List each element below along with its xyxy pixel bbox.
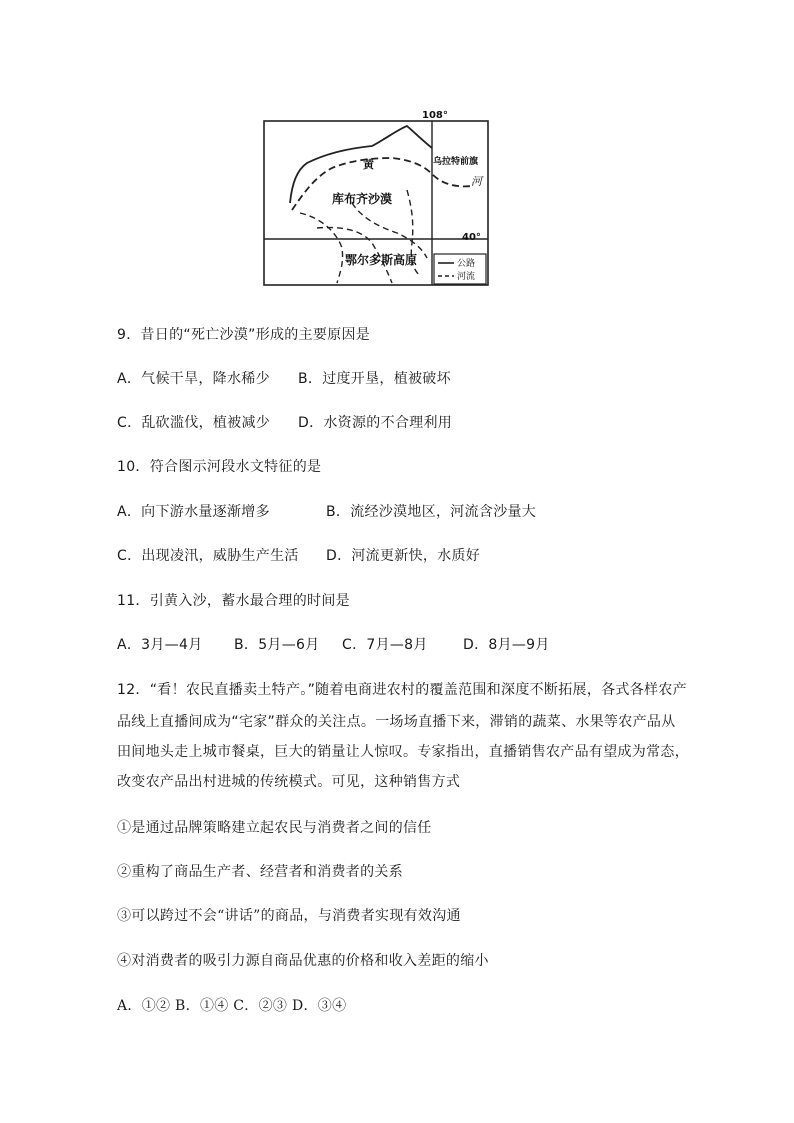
q12-statement-3: ③可以跨过不会“讲话”的商品，与消费者实现有效沟通	[117, 908, 461, 924]
q10-option-a[interactable]: A．向下游水量逐渐增多	[117, 504, 270, 520]
q9-option-a[interactable]: A．气候干旱，降水稀少	[117, 371, 270, 387]
q12-statement-4: ④对消费者的吸引力源自商品优惠的价格和收入差距的缩小	[117, 953, 489, 969]
tributary-line	[300, 213, 343, 283]
legend-river-label: 河流	[457, 272, 476, 282]
q9-option-d[interactable]: D．水资源的不合理利用	[298, 415, 453, 431]
q9-option-b[interactable]: B．过度开垦，植被破坏	[298, 371, 451, 387]
q12-paragraph-line: 12．“看！农民直播卖土特产。”随着电商进农村的覆盖范围和深度不断拓展，各式各样农产	[117, 682, 687, 698]
river-char-1: 黄	[363, 158, 374, 171]
lat-label: 40°	[462, 232, 481, 243]
q12-paragraph-line: 田间地头走上城市餐桌，巨大的销量让人惊叹。专家指出，直播销售农产品有望成为常态，	[117, 744, 689, 760]
q12-paragraph-line: 品线上直播间成为“宅家”群众的关注点。一场场直播下来，滞销的蔬菜、水果等农产品从	[117, 714, 676, 730]
q10-option-c[interactable]: C．出现凌汛，威胁生产生活	[117, 548, 299, 564]
desert-label: 库布齐沙漠	[332, 192, 393, 206]
tributary-line	[352, 203, 427, 258]
q9-option-c[interactable]: C．乱砍滥伐，植被减少	[117, 415, 271, 431]
map-figure	[262, 108, 492, 290]
q12-statement-1: ①是通过品牌策略建立起农民与消费者之间的信任	[117, 820, 432, 836]
banner-label: 乌拉特前旗	[433, 157, 479, 167]
q11-option-c[interactable]: C．7月—8月	[342, 637, 428, 653]
q11-option-b[interactable]: B．5月—6月	[234, 637, 320, 653]
q9-stem: 9．昔日的“死亡沙漠”形成的主要原因是	[117, 327, 371, 343]
q10-option-b[interactable]: B．流经沙漠地区，河流含沙量大	[326, 504, 537, 520]
legend-road-label: 公路	[457, 259, 476, 269]
kubuqi-desert-map	[262, 108, 492, 290]
q11-option-d[interactable]: D．8月—9月	[463, 637, 550, 653]
q12-answer-options[interactable]: A．①② B．①④ C．②③ D．③④	[117, 998, 347, 1014]
q12-paragraph-line: 改变农产品出村进城的传统模式。可见，这种销售方式	[117, 774, 461, 790]
q11-option-a[interactable]: A．3月—4月	[117, 637, 203, 653]
lon-label: 108°	[422, 110, 448, 121]
q10-option-d[interactable]: D．河流更新快，水质好	[326, 548, 481, 564]
q12-statement-2: ②重构了商品生产者、经营者和消费者的关系	[117, 864, 403, 880]
q10-stem: 10．符合图示河段水文特征的是	[117, 459, 322, 475]
river-char-2: 河	[471, 175, 482, 188]
plateau-label: 鄂尔多斯高原	[345, 253, 418, 267]
q11-stem: 11．引黄入沙，蓄水最合理的时间是	[117, 593, 350, 609]
